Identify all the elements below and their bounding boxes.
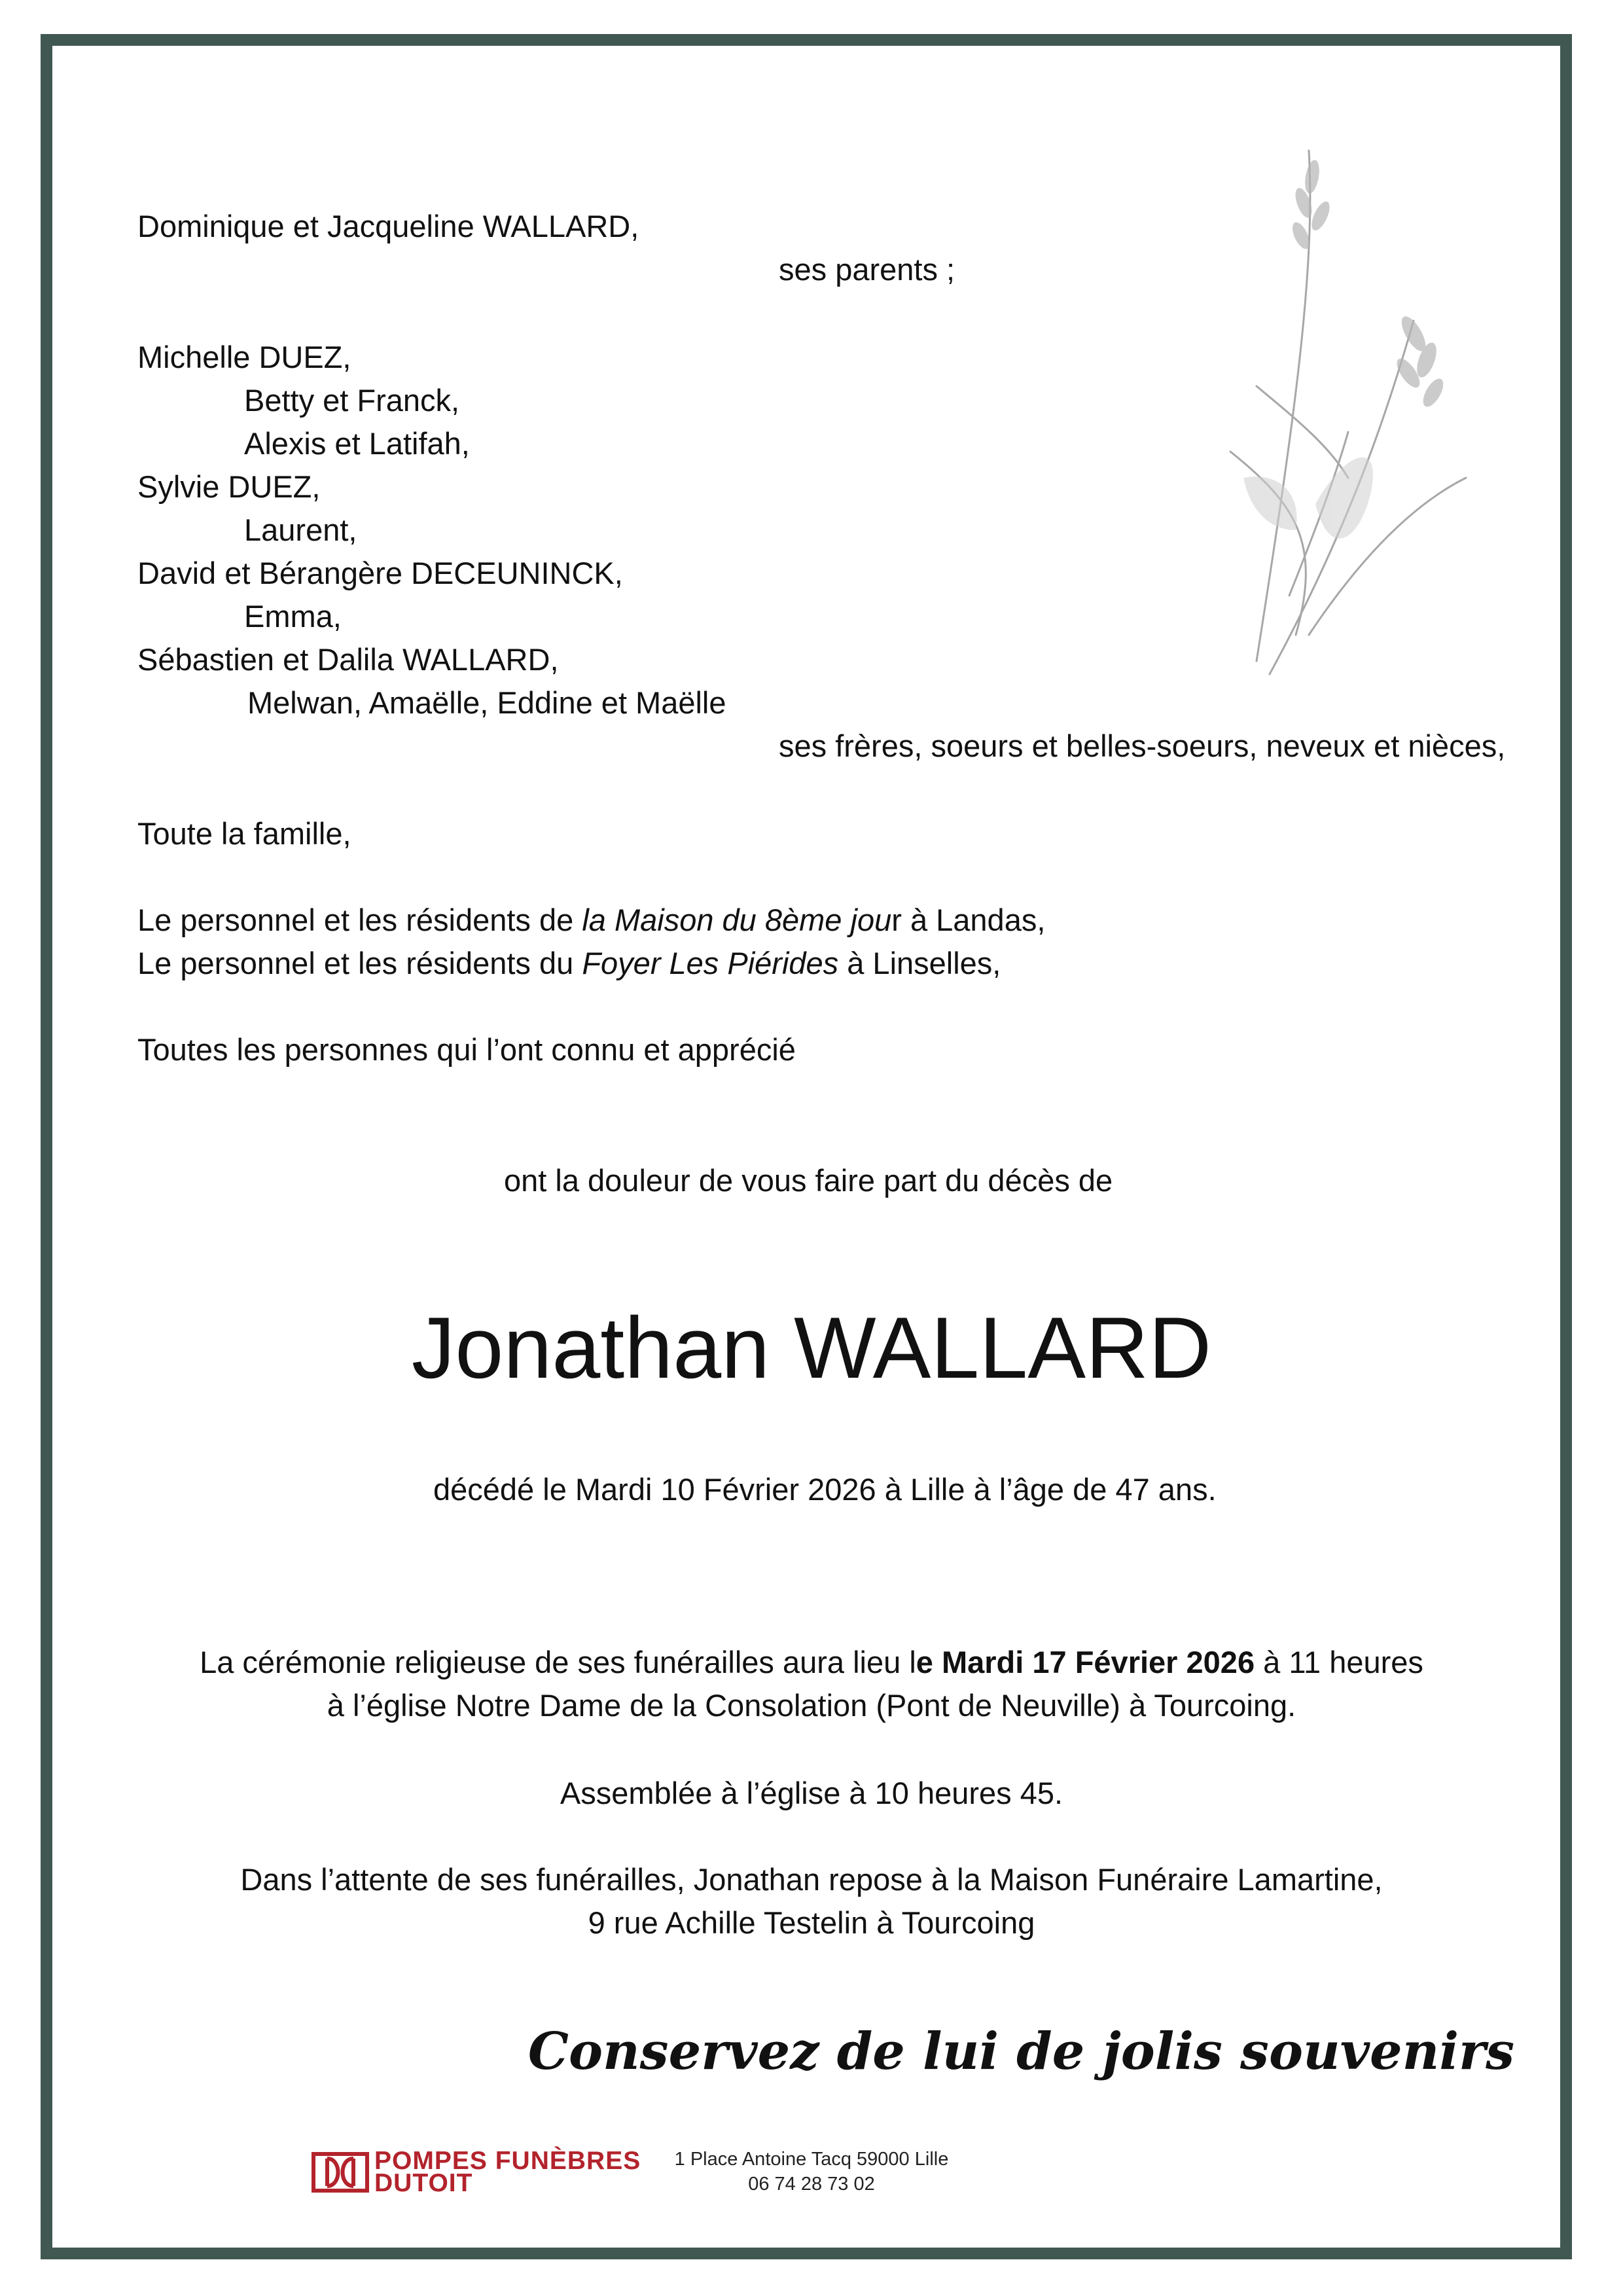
sibling-line: Laurent, — [244, 512, 357, 547]
rest-line-1: Dans l’attente de ses funérailles, Jonathan repose à la Maison Funéraire Lamartine, — [240, 1862, 1383, 1897]
staff-line-1-prefix: Le personnel et les résidents de — [137, 903, 582, 937]
ceremony-line-1-prefix: La cérémonie religieuse de ses funérailles aura lieu l — [200, 1645, 916, 1679]
siblings-relation: ses frères, soeurs et belles-soeurs, neveux et nièces, — [779, 728, 1506, 763]
sibling-line: David et Bérangère DECEUNINCK, — [137, 556, 623, 590]
pompes-funebres-logo-icon — [312, 2152, 369, 2193]
company-name-line-1: POMPES FUNÈBRES — [374, 2147, 641, 2175]
staff-line-2 — [137, 945, 1001, 982]
staff-line-2-place: Foyer Les Piérides — [582, 946, 839, 980]
wheat-icon — [1217, 137, 1518, 700]
sibling-line: Sylvie DUEZ, — [137, 469, 321, 504]
motto: Conservez de lui de jolis souvenirs — [527, 2022, 1514, 2081]
announcement-line: ont la douleur de vous faire part du décès de — [504, 1163, 1113, 1198]
sibling-line: Melwan, Amaëlle, Eddine et Maëlle — [247, 685, 726, 720]
sibling-line: Michelle DUEZ, — [137, 340, 351, 374]
staff-line-1-suffix: r à Landas, — [891, 903, 1046, 937]
ceremony-line-1-suffix: à 11 heures — [1255, 1645, 1423, 1679]
family-line: Toute la famille, — [137, 816, 351, 851]
assembly-line: Assemblée à l’église à 10 heures 45. — [560, 1776, 1063, 1810]
sibling-line: Alexis et Latifah, — [244, 426, 470, 461]
parents-names: Dominique et Jacqueline WALLARD, — [137, 209, 639, 243]
staff-line-1 — [137, 902, 1045, 939]
company-name-line-2: DUTOIT — [374, 2169, 473, 2197]
deceased-name: Jonathan WALLARD — [411, 1300, 1212, 1397]
company-address: 1 Place Antoine Tacq 59000 Lille — [674, 2149, 949, 2170]
company-contact — [654, 2147, 969, 2197]
friends-line: Toutes les personnes qui l’ont connu et apprécié — [137, 1032, 796, 1067]
staff-line-2-suffix: à Linselles, — [838, 946, 1001, 980]
ceremony-line-1 — [0, 1644, 1623, 1681]
sibling-line: Emma, — [244, 599, 342, 634]
sibling-line: Sébastien et Dalila WALLARD, — [137, 642, 559, 677]
ceremony-line-2: à l’église Notre Dame de la Consolation (Pont de Neuville) à Tourcoing. — [327, 1688, 1296, 1723]
death-details: décédé le Mardi 10 Février 2026 à Lille à l’âge de 47 ans. — [433, 1472, 1217, 1507]
staff-line-1-place: la Maison du 8ème jou — [582, 903, 892, 937]
sibling-line: Betty et Franck, — [244, 383, 460, 418]
parents-relation: ses parents ; — [779, 252, 955, 287]
rest-line-2: 9 rue Achille Testelin à Tourcoing — [588, 1905, 1035, 1940]
company-logo — [312, 2147, 652, 2199]
staff-line-2-prefix: Le personnel et les résidents du — [137, 946, 582, 980]
company-phone: 06 74 28 73 02 — [748, 2174, 875, 2195]
ceremony-date: e Mardi 17 Février 2026 — [916, 1645, 1255, 1679]
